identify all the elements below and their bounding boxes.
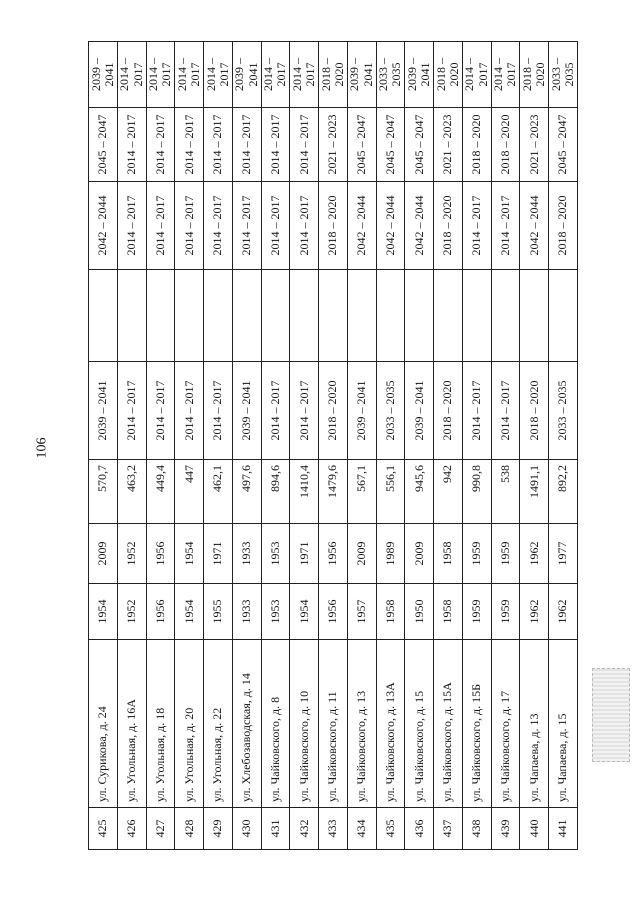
year-built-cell: 1958 bbox=[434, 584, 463, 640]
period-cell-3: 2014 – 2017 bbox=[491, 182, 520, 270]
period-cell-4: 2021 – 2023 bbox=[319, 108, 348, 182]
row-number: 439 bbox=[491, 808, 520, 850]
area-cell: 945,6 bbox=[405, 460, 434, 524]
period-cell-5: 2033 – 2035 bbox=[549, 42, 578, 108]
page-number: 106 bbox=[34, 437, 50, 459]
row-number: 432 bbox=[290, 808, 319, 850]
period-cell-2 bbox=[117, 270, 146, 362]
year-built-cell: 1958 bbox=[376, 584, 405, 640]
table-row bbox=[232, 42, 261, 850]
row-number: 434 bbox=[347, 808, 376, 850]
address-cell: ул. Сурикова, д. 24 bbox=[89, 640, 118, 808]
table-row bbox=[491, 42, 520, 850]
row-number: 428 bbox=[175, 808, 204, 850]
period-cell-3: 2042 – 2044 bbox=[89, 182, 118, 270]
period-cell-3: 2014 – 2017 bbox=[232, 182, 261, 270]
period-cell-5: 2018 – 2020 bbox=[434, 42, 463, 108]
table-row bbox=[319, 42, 348, 850]
table-row bbox=[175, 42, 204, 850]
year-built-cell: 1962 bbox=[549, 584, 578, 640]
period-cell-3: 2014 – 2017 bbox=[146, 182, 175, 270]
period-cell-5: 2039 – 2041 bbox=[347, 42, 376, 108]
area-cell: 570,7 bbox=[89, 460, 118, 524]
period-cell-1: 2014 – 2017 bbox=[146, 362, 175, 460]
year-built-cell: 1953 bbox=[261, 584, 290, 640]
period-cell-3: 2014 – 2017 bbox=[462, 182, 491, 270]
year-commission-cell: 2009 bbox=[347, 524, 376, 584]
period-cell-5: 2014 – 2017 bbox=[290, 42, 319, 108]
rotated-table-sheet bbox=[88, 42, 578, 850]
area-cell: 497,6 bbox=[232, 460, 261, 524]
row-number: 435 bbox=[376, 808, 405, 850]
area-cell: 990,8 bbox=[462, 460, 491, 524]
period-cell-4: 2045 – 2047 bbox=[549, 108, 578, 182]
period-cell-3: 2018 – 2020 bbox=[549, 182, 578, 270]
archive-stamp bbox=[592, 668, 630, 762]
year-built-cell: 1954 bbox=[175, 584, 204, 640]
year-commission-cell: 1959 bbox=[491, 524, 520, 584]
period-cell-2 bbox=[462, 270, 491, 362]
address-cell: ул. Чайковского, д. 17 bbox=[491, 640, 520, 808]
table-row bbox=[261, 42, 290, 850]
year-commission-cell: 1977 bbox=[549, 524, 578, 584]
table-wrap bbox=[88, 42, 578, 850]
table-row bbox=[549, 42, 578, 850]
period-cell-3: 2042 – 2044 bbox=[347, 182, 376, 270]
table-row bbox=[405, 42, 434, 850]
year-built-cell: 1962 bbox=[520, 584, 549, 640]
table-row bbox=[117, 42, 146, 850]
row-number: 426 bbox=[117, 808, 146, 850]
period-cell-5: 2039 – 2041 bbox=[405, 42, 434, 108]
period-cell-2 bbox=[89, 270, 118, 362]
address-cell: ул. Чапаева, д. 13 bbox=[520, 640, 549, 808]
address-cell: ул. Чайковского, д. 10 bbox=[290, 640, 319, 808]
period-cell-4: 2045 – 2047 bbox=[89, 108, 118, 182]
address-cell: ул. Угольная, д. 16А bbox=[117, 640, 146, 808]
period-cell-2 bbox=[347, 270, 376, 362]
table-row bbox=[347, 42, 376, 850]
year-commission-cell: 1971 bbox=[290, 524, 319, 584]
period-cell-4: 2045 – 2047 bbox=[405, 108, 434, 182]
table-row bbox=[376, 42, 405, 850]
period-cell-1: 2014 – 2017 bbox=[175, 362, 204, 460]
period-cell-5: 2018 – 2020 bbox=[520, 42, 549, 108]
year-built-cell: 1950 bbox=[405, 584, 434, 640]
year-commission-cell: 1933 bbox=[232, 524, 261, 584]
year-built-cell: 1956 bbox=[146, 584, 175, 640]
period-cell-3: 2014 – 2017 bbox=[117, 182, 146, 270]
period-cell-1: 2039 – 2041 bbox=[347, 362, 376, 460]
year-commission-cell: 2009 bbox=[89, 524, 118, 584]
table-row bbox=[204, 42, 233, 850]
period-cell-1: 2033 – 2035 bbox=[549, 362, 578, 460]
period-cell-5: 2014 – 2017 bbox=[491, 42, 520, 108]
year-commission-cell: 1954 bbox=[175, 524, 204, 584]
period-cell-4: 2014 – 2017 bbox=[290, 108, 319, 182]
year-built-cell: 1956 bbox=[319, 584, 348, 640]
period-cell-4: 2014 – 2017 bbox=[175, 108, 204, 182]
table-row bbox=[290, 42, 319, 850]
table-row bbox=[434, 42, 463, 850]
address-cell: ул. Чайковского, д. 11 bbox=[319, 640, 348, 808]
period-cell-3: 2014 – 2017 bbox=[261, 182, 290, 270]
address-cell: ул. Чайковского, д. 15 bbox=[405, 640, 434, 808]
row-number: 433 bbox=[319, 808, 348, 850]
period-cell-4: 2021 – 2023 bbox=[434, 108, 463, 182]
period-cell-2 bbox=[434, 270, 463, 362]
period-cell-2 bbox=[549, 270, 578, 362]
year-commission-cell: 1953 bbox=[261, 524, 290, 584]
year-built-cell: 1959 bbox=[462, 584, 491, 640]
address-cell: ул. Угольная, д. 22 bbox=[204, 640, 233, 808]
year-built-cell: 1954 bbox=[89, 584, 118, 640]
period-cell-3: 2014 – 2017 bbox=[290, 182, 319, 270]
area-cell: 1491,1 bbox=[520, 460, 549, 524]
period-cell-5: 2014 – 2017 bbox=[146, 42, 175, 108]
period-cell-2 bbox=[232, 270, 261, 362]
year-built-cell: 1959 bbox=[491, 584, 520, 640]
period-cell-4: 2021 – 2023 bbox=[520, 108, 549, 182]
period-cell-4: 2014 – 2017 bbox=[261, 108, 290, 182]
period-cell-2 bbox=[491, 270, 520, 362]
period-cell-1: 2018 – 2020 bbox=[319, 362, 348, 460]
period-cell-5: 2039 – 2041 bbox=[232, 42, 261, 108]
period-cell-1: 2039 – 2041 bbox=[89, 362, 118, 460]
period-cell-1: 2014 – 2017 bbox=[462, 362, 491, 460]
period-cell-1: 2014 – 2017 bbox=[290, 362, 319, 460]
period-cell-2 bbox=[175, 270, 204, 362]
period-cell-1: 2039 – 2041 bbox=[405, 362, 434, 460]
address-cell: ул. Угольная, д. 18 bbox=[146, 640, 175, 808]
period-cell-4: 2018 – 2020 bbox=[491, 108, 520, 182]
area-cell: 538 bbox=[491, 460, 520, 524]
area-cell: 1410,4 bbox=[290, 460, 319, 524]
year-commission-cell: 2009 bbox=[405, 524, 434, 584]
period-cell-2 bbox=[319, 270, 348, 362]
period-cell-3: 2014 – 2017 bbox=[175, 182, 204, 270]
period-cell-3: 2042 – 2044 bbox=[405, 182, 434, 270]
row-number: 425 bbox=[89, 808, 118, 850]
table-row bbox=[520, 42, 549, 850]
area-cell: 462,1 bbox=[204, 460, 233, 524]
period-cell-5: 2014 – 2017 bbox=[462, 42, 491, 108]
area-cell: 892,2 bbox=[549, 460, 578, 524]
address-cell: ул. Хлебозаводская, д. 14 bbox=[232, 640, 261, 808]
period-cell-1: 2014 – 2017 bbox=[491, 362, 520, 460]
year-built-cell: 1955 bbox=[204, 584, 233, 640]
row-number: 429 bbox=[204, 808, 233, 850]
year-commission-cell: 1956 bbox=[146, 524, 175, 584]
period-cell-4: 2018 – 2020 bbox=[462, 108, 491, 182]
area-cell: 1479,6 bbox=[319, 460, 348, 524]
address-cell: ул. Чайковского, д. 13 bbox=[347, 640, 376, 808]
period-cell-5: 2014 – 2017 bbox=[117, 42, 146, 108]
period-cell-5: 2033 – 2035 bbox=[376, 42, 405, 108]
period-cell-4: 2014 – 2017 bbox=[232, 108, 261, 182]
year-commission-cell: 1962 bbox=[520, 524, 549, 584]
period-cell-4: 2014 – 2017 bbox=[117, 108, 146, 182]
period-cell-5: 2018 – 2020 bbox=[319, 42, 348, 108]
period-cell-2 bbox=[520, 270, 549, 362]
area-cell: 463,2 bbox=[117, 460, 146, 524]
year-built-cell: 1952 bbox=[117, 584, 146, 640]
period-cell-1: 2014 – 2017 bbox=[204, 362, 233, 460]
period-cell-5: 2014 – 2017 bbox=[175, 42, 204, 108]
row-number: 437 bbox=[434, 808, 463, 850]
period-cell-5: 2014 – 2017 bbox=[261, 42, 290, 108]
period-cell-4: 2045 – 2047 bbox=[376, 108, 405, 182]
period-cell-5: 2039 – 2041 bbox=[89, 42, 118, 108]
period-cell-2 bbox=[204, 270, 233, 362]
year-built-cell: 1957 bbox=[347, 584, 376, 640]
row-number: 430 bbox=[232, 808, 261, 850]
year-commission-cell: 1952 bbox=[117, 524, 146, 584]
area-cell: 449,4 bbox=[146, 460, 175, 524]
year-commission-cell: 1971 bbox=[204, 524, 233, 584]
period-cell-1: 2014 – 2017 bbox=[117, 362, 146, 460]
area-cell: 556,1 bbox=[376, 460, 405, 524]
table-row bbox=[462, 42, 491, 850]
year-commission-cell: 1989 bbox=[376, 524, 405, 584]
period-cell-4: 2014 – 2017 bbox=[146, 108, 175, 182]
year-built-cell: 1933 bbox=[232, 584, 261, 640]
period-cell-1: 2033 – 2035 bbox=[376, 362, 405, 460]
period-cell-4: 2045 – 2047 bbox=[347, 108, 376, 182]
period-cell-3: 2018 – 2020 bbox=[434, 182, 463, 270]
row-number: 438 bbox=[462, 808, 491, 850]
period-cell-1: 2018 – 2020 bbox=[520, 362, 549, 460]
period-cell-2 bbox=[376, 270, 405, 362]
period-cell-2 bbox=[290, 270, 319, 362]
address-cell: ул. Чайковского, д. 15А bbox=[434, 640, 463, 808]
area-cell: 894,6 bbox=[261, 460, 290, 524]
repair-schedule-table bbox=[88, 41, 578, 850]
period-cell-3: 2018 – 2020 bbox=[319, 182, 348, 270]
period-cell-5: 2014 – 2017 bbox=[204, 42, 233, 108]
address-cell: ул. Чайковского, д. 13А bbox=[376, 640, 405, 808]
area-cell: 567,1 bbox=[347, 460, 376, 524]
area-cell: 942 bbox=[434, 460, 463, 524]
period-cell-3: 2014 – 2017 bbox=[204, 182, 233, 270]
period-cell-2 bbox=[261, 270, 290, 362]
address-cell: ул. Чапаева, д. 15 bbox=[549, 640, 578, 808]
period-cell-4: 2014 – 2017 bbox=[204, 108, 233, 182]
period-cell-1: 2039 – 2041 bbox=[232, 362, 261, 460]
period-cell-3: 2042 – 2044 bbox=[520, 182, 549, 270]
year-commission-cell: 1956 bbox=[319, 524, 348, 584]
area-cell: 447 bbox=[175, 460, 204, 524]
table-row bbox=[89, 42, 118, 850]
period-cell-3: 2042 – 2044 bbox=[376, 182, 405, 270]
period-cell-1: 2014 – 2017 bbox=[261, 362, 290, 460]
table-body bbox=[89, 42, 578, 850]
year-commission-cell: 1958 bbox=[434, 524, 463, 584]
address-cell: ул. Угольная, д. 20 bbox=[175, 640, 204, 808]
row-number: 440 bbox=[520, 808, 549, 850]
address-cell: ул. Чайковского, д. 8 bbox=[261, 640, 290, 808]
year-commission-cell: 1959 bbox=[462, 524, 491, 584]
row-number: 427 bbox=[146, 808, 175, 850]
address-cell: ул. Чайковского, д. 15Б bbox=[462, 640, 491, 808]
period-cell-1: 2018 – 2020 bbox=[434, 362, 463, 460]
year-built-cell: 1954 bbox=[290, 584, 319, 640]
period-cell-2 bbox=[146, 270, 175, 362]
row-number: 441 bbox=[549, 808, 578, 850]
table-row bbox=[146, 42, 175, 850]
row-number: 431 bbox=[261, 808, 290, 850]
row-number: 436 bbox=[405, 808, 434, 850]
period-cell-2 bbox=[405, 270, 434, 362]
